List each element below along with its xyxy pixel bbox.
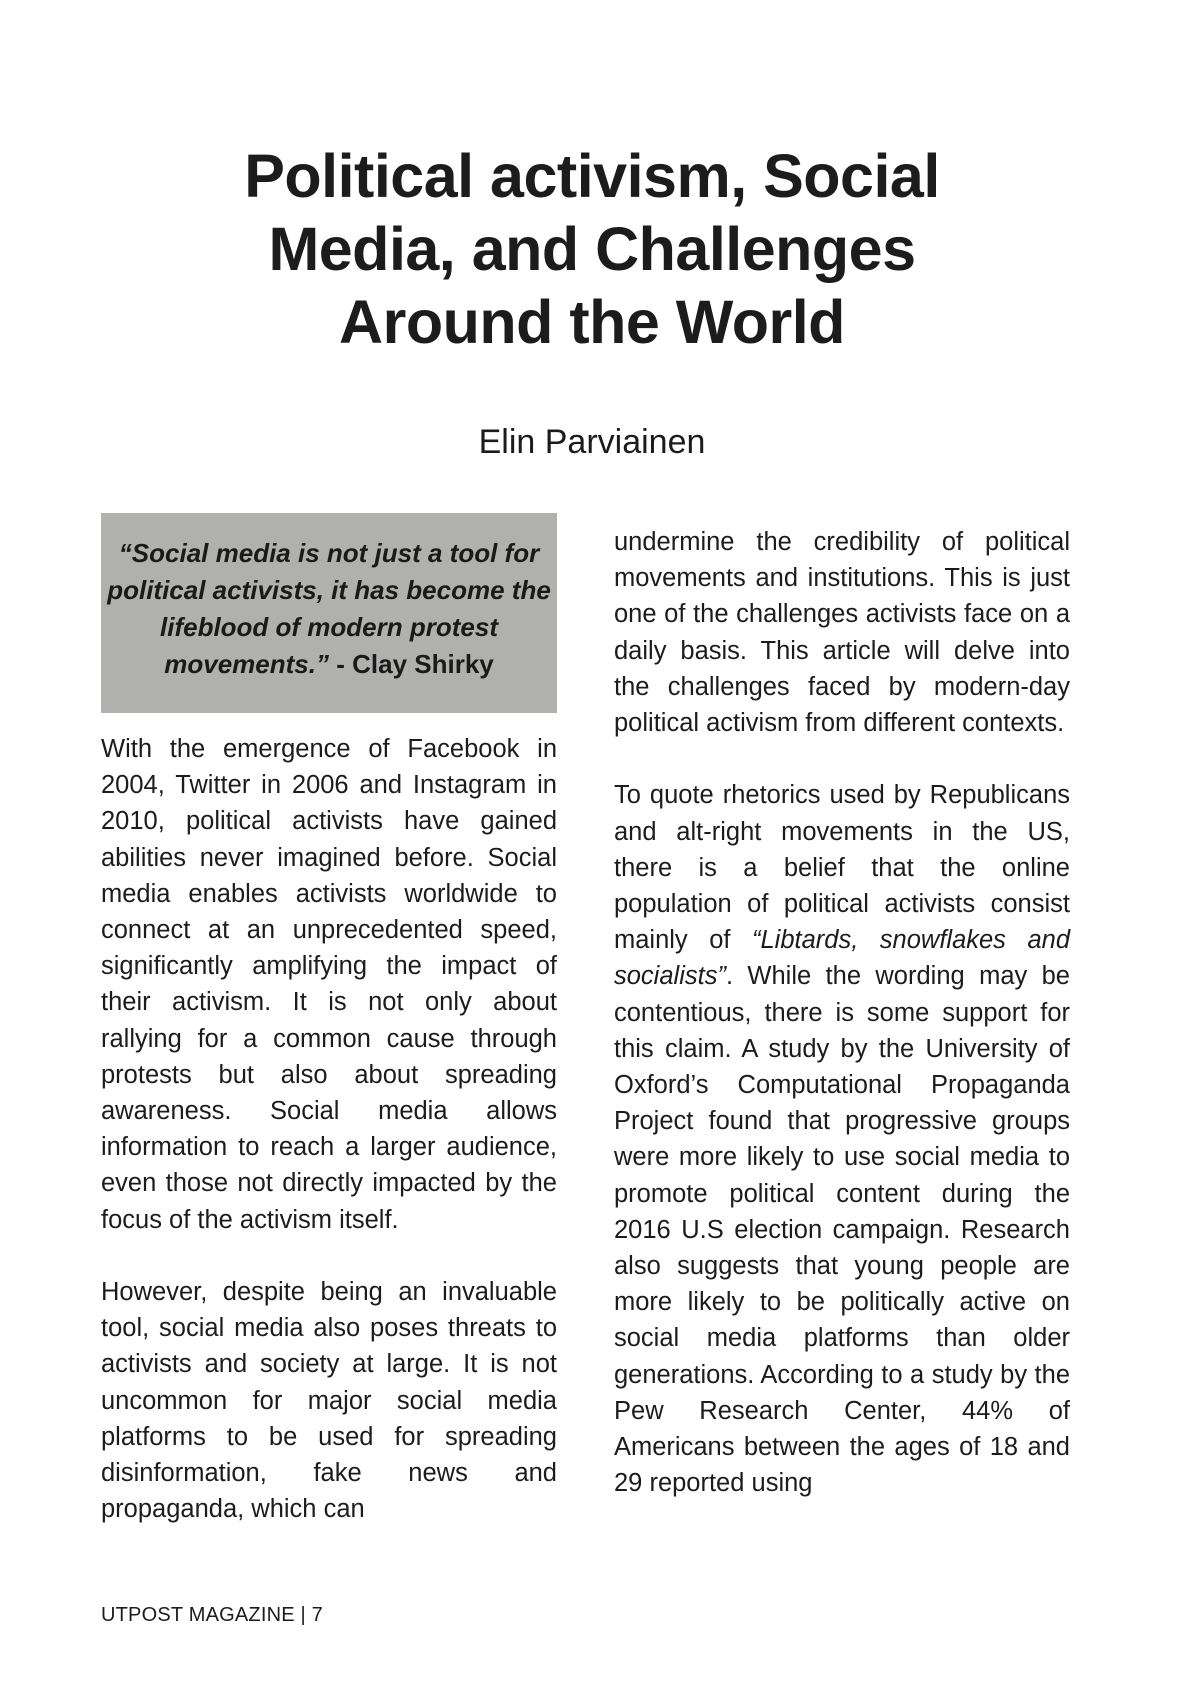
page-footer: UTPOST MAGAZINE | 7 bbox=[101, 1604, 323, 1626]
pull-quote bbox=[101, 535, 557, 683]
pull-quote-attribution: - Clay Shirky bbox=[329, 649, 494, 679]
right-column bbox=[614, 524, 1070, 1501]
body-paragraph: However, despite being an invaluable tool, social media also poses threats to activists and society at large. It is not uncommon for major social media platforms to be used for spreading disinformation, fake news and propaganda, which can bbox=[101, 1278, 557, 1524]
article-title bbox=[0, 140, 1184, 359]
inline-quote: “Libtards, snowflakes and socialists” bbox=[614, 926, 1070, 991]
pull-quote-box bbox=[101, 513, 557, 713]
title-line-1: Political activism, Social bbox=[244, 142, 940, 210]
paragraph-text: . While the wording may be contentious, there is some support for this claim. A study by the University of Oxford’s Computational Propaganda Project found that progressive groups were more likely to use social media to promote political content during the 2016 U.S election campaign. Research also suggests that young people are more likely to be politically active on social media platforms than older generations. According to a study by the Pew Research Center, 44% of Americans between the ages of 18 and 29 reported using bbox=[614, 962, 1070, 1498]
paragraph-text: To quote rhetorics used by Republicans and alt-right movements in the US, there is a belief that the online population of political activists consist mainly of bbox=[614, 781, 1070, 955]
left-column bbox=[101, 731, 557, 1527]
author-name: Elin Parviainen bbox=[478, 423, 706, 461]
title-line-3: Around the World bbox=[339, 288, 845, 356]
body-paragraph: With the emergence of Facebook in 2004, Twitter in 2006 and Instagram in 2010, political activists have gained abilities never imagined before. Social media enables activists worldwide to connect at an unprecedented speed, significantly amplifying the impact of their activism. It is not only about rallying for a common cause through protests but also about spreading awareness. Social media allows information to reach a larger audience, even those not directly impacted by the focus of the activism itself. bbox=[101, 735, 557, 1234]
body-paragraph: undermine the credibility of political movements and institutions. This is just one of the challenges activists face on a daily basis. This article will delve into the challenges faced by modern-day political activism from different contexts. bbox=[614, 528, 1070, 738]
title-line-2: Media, and Challenges bbox=[268, 215, 916, 283]
body-paragraph bbox=[614, 777, 1070, 1501]
pull-quote-text: “Social media is not just a tool for political activists, it has become the lifeblood of modern protest movements.” bbox=[107, 538, 551, 679]
